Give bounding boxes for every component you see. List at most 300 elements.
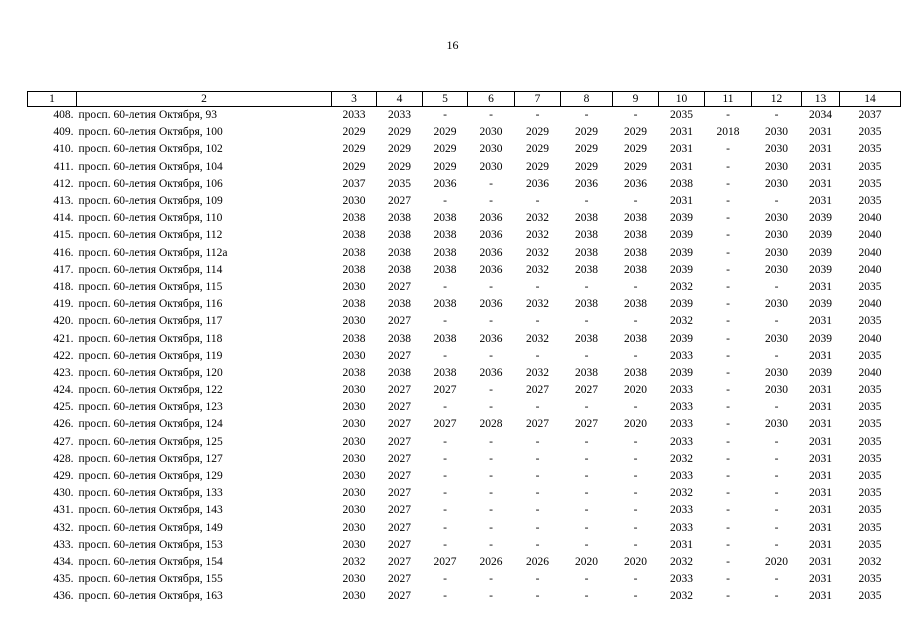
- year-cell: -: [633, 435, 638, 448]
- year-cell: 2039: [670, 229, 693, 242]
- year-cell: -: [443, 521, 447, 534]
- year-cell: -: [535, 590, 540, 603]
- year-cell: -: [726, 401, 730, 414]
- year-cell: 2032: [670, 452, 693, 465]
- year-cell: 2035: [858, 538, 882, 551]
- year-cell: 2029: [388, 143, 411, 156]
- year-cell: -: [443, 401, 447, 414]
- year-cell: 2029: [624, 126, 647, 139]
- year-cell: 2039: [809, 298, 832, 311]
- year-cell: -: [535, 452, 540, 465]
- year-cell: -: [489, 384, 493, 397]
- year-cell: 2038: [433, 246, 457, 259]
- year-cell: 2029: [575, 160, 598, 173]
- year-cell: 2031: [670, 126, 693, 139]
- year-cell: 2029: [526, 126, 549, 139]
- year-cell: 2031: [809, 418, 832, 431]
- year-cell: 2032: [526, 212, 549, 225]
- year-cell: 2039: [809, 212, 832, 225]
- table-row: [28, 399, 901, 416]
- year-cell: -: [726, 212, 730, 225]
- header-cell: 14: [840, 92, 901, 107]
- year-cell: -: [584, 109, 589, 122]
- year-cell: 2031: [809, 349, 832, 362]
- year-cell: 2033: [670, 384, 693, 397]
- year-cell: 2029: [624, 143, 647, 156]
- header-cell: 11: [705, 92, 752, 107]
- year-cell: -: [443, 504, 447, 517]
- year-cell: 2030: [342, 435, 366, 448]
- year-cell: 2035: [858, 401, 882, 414]
- year-cell: 2036: [479, 246, 503, 259]
- year-cell: 2039: [809, 246, 832, 259]
- header-cell: 13: [802, 92, 840, 107]
- year-cell: 2031: [809, 435, 832, 448]
- year-cell: 2038: [575, 229, 598, 242]
- address-cell: просп. 60-летия Октября, 102: [78, 143, 223, 156]
- year-cell: 2032: [526, 229, 549, 242]
- year-cell: 2032: [526, 332, 549, 345]
- year-cell: -: [584, 452, 589, 465]
- year-cell: -: [726, 555, 730, 568]
- address-cell: просп. 60-летия Октября, 106: [78, 177, 223, 190]
- row-number: 417.: [53, 263, 74, 276]
- year-cell: -: [726, 280, 730, 293]
- year-cell: 2027: [575, 418, 598, 431]
- year-cell: 2028: [479, 418, 503, 431]
- year-cell: -: [535, 470, 540, 483]
- year-cell: 2036: [479, 332, 503, 345]
- table-row: [28, 330, 901, 347]
- year-cell: 2030: [765, 263, 788, 276]
- year-cell: -: [774, 349, 779, 362]
- year-cell: -: [774, 470, 779, 483]
- year-cell: -: [535, 538, 540, 551]
- row-number: 430.: [53, 487, 74, 500]
- year-cell: -: [535, 435, 540, 448]
- year-cell: -: [443, 590, 447, 603]
- year-cell: 2040: [858, 298, 882, 311]
- year-cell: 2031: [670, 538, 693, 551]
- year-cell: 2035: [858, 521, 882, 534]
- page-number: 16: [446, 38, 459, 52]
- year-cell: -: [726, 504, 730, 517]
- year-cell: 2035: [858, 487, 882, 500]
- address-cell: просп. 60-летия Октября, 153: [78, 538, 223, 551]
- year-cell: 2032: [670, 315, 693, 328]
- year-cell: -: [443, 487, 447, 500]
- year-cell: -: [584, 487, 589, 500]
- year-cell: 2035: [858, 160, 882, 173]
- year-cell: -: [633, 401, 638, 414]
- year-cell: 2031: [809, 384, 832, 397]
- address-cell: просп. 60-летия Октября, 117: [78, 315, 223, 328]
- year-cell: 2030: [765, 177, 788, 190]
- year-cell: -: [535, 349, 540, 362]
- year-cell: 2027: [388, 590, 411, 603]
- year-cell: 2031: [809, 470, 832, 483]
- year-cell: 2035: [858, 504, 882, 517]
- year-cell: 2027: [388, 384, 411, 397]
- year-cell: 2030: [342, 418, 366, 431]
- year-cell: 2030: [342, 573, 366, 586]
- row-number: 415.: [53, 229, 74, 242]
- year-cell: 2032: [670, 555, 693, 568]
- year-cell: 2038: [342, 298, 366, 311]
- year-cell: 2035: [858, 126, 882, 139]
- address-cell: просп. 60-летия Октября, 100: [78, 126, 223, 139]
- year-cell: 2037: [342, 177, 366, 190]
- year-cell: -: [726, 349, 730, 362]
- year-cell: 2029: [433, 143, 457, 156]
- table-row: [28, 141, 901, 158]
- year-cell: 2039: [809, 263, 832, 276]
- year-cell: -: [584, 401, 589, 414]
- year-cell: 2035: [670, 109, 693, 122]
- year-cell: -: [443, 470, 447, 483]
- year-cell: 2030: [765, 143, 788, 156]
- year-cell: 2030: [765, 332, 788, 345]
- year-cell: 2027: [433, 555, 457, 568]
- year-cell: 2038: [433, 366, 457, 379]
- year-cell: -: [633, 487, 638, 500]
- address-cell: просп. 60-летия Октября, 125: [78, 435, 223, 448]
- year-cell: 2035: [858, 590, 882, 603]
- table-row: [28, 159, 901, 176]
- year-cell: 2030: [342, 521, 366, 534]
- year-cell: -: [726, 229, 730, 242]
- year-cell: 2032: [526, 366, 549, 379]
- year-cell: 2030: [765, 384, 788, 397]
- address-cell: просп. 60-летия Октября, 119: [78, 349, 223, 362]
- header-cell: 12: [752, 92, 802, 107]
- year-cell: -: [535, 401, 540, 414]
- header-cell: 6: [468, 92, 515, 107]
- year-cell: -: [774, 435, 779, 448]
- year-cell: -: [774, 280, 779, 293]
- year-cell: 2038: [388, 298, 411, 311]
- year-cell: -: [489, 590, 493, 603]
- year-cell: 2029: [342, 126, 366, 139]
- year-cell: 2031: [670, 143, 693, 156]
- year-cell: 2030: [765, 126, 788, 139]
- year-cell: 2030: [765, 298, 788, 311]
- year-cell: 2035: [858, 280, 882, 293]
- year-cell: 2031: [809, 538, 832, 551]
- year-cell: 2038: [575, 298, 598, 311]
- year-cell: 2027: [388, 504, 411, 517]
- year-cell: 2035: [858, 470, 882, 483]
- year-cell: 2031: [809, 521, 832, 534]
- year-cell: -: [584, 521, 589, 534]
- table-row: [28, 107, 901, 125]
- year-cell: -: [726, 195, 730, 208]
- address-cell: просп. 60-летия Октября, 122: [78, 384, 223, 397]
- year-cell: 2034: [809, 109, 832, 122]
- year-cell: -: [489, 435, 493, 448]
- row-number: 412.: [53, 177, 74, 190]
- year-cell: 2038: [342, 263, 366, 276]
- year-cell: 2027: [388, 195, 411, 208]
- year-cell: 2033: [670, 504, 693, 517]
- year-cell: 2030: [342, 470, 366, 483]
- year-cell: -: [584, 573, 589, 586]
- year-cell: 2020: [765, 555, 788, 568]
- year-cell: 2027: [388, 280, 411, 293]
- row-number: 429.: [53, 470, 74, 483]
- address-cell: просп. 60-летия Октября, 154: [78, 555, 223, 568]
- year-cell: -: [726, 573, 730, 586]
- year-cell: 2032: [526, 298, 549, 311]
- year-cell: 2036: [433, 177, 457, 190]
- year-cell: -: [726, 315, 730, 328]
- year-cell: 2027: [388, 349, 411, 362]
- year-cell: 2040: [858, 366, 882, 379]
- year-cell: 2026: [479, 555, 503, 568]
- table-row: [28, 451, 901, 468]
- year-cell: 2038: [670, 177, 693, 190]
- year-cell: 2030: [765, 418, 788, 431]
- header-cell: 7: [515, 92, 561, 107]
- year-cell: 2029: [526, 160, 549, 173]
- year-cell: -: [584, 435, 589, 448]
- year-cell: 2033: [670, 521, 693, 534]
- year-cell: 2036: [479, 263, 503, 276]
- header-row: [28, 92, 901, 107]
- year-cell: 2036: [624, 177, 647, 190]
- year-cell: 2038: [433, 212, 457, 225]
- year-cell: -: [633, 315, 638, 328]
- year-cell: 2038: [575, 246, 598, 259]
- year-cell: 2038: [433, 229, 457, 242]
- year-cell: 2038: [433, 298, 457, 311]
- year-cell: 2032: [670, 487, 693, 500]
- address-cell: просп. 60-летия Октября, 143: [78, 504, 223, 517]
- year-cell: 2031: [809, 452, 832, 465]
- address-cell: просп. 60-летия Октября, 133: [78, 487, 223, 500]
- row-number: 436.: [53, 590, 74, 603]
- table-row: [28, 210, 901, 227]
- year-cell: 2027: [526, 384, 549, 397]
- row-number: 432.: [53, 521, 74, 534]
- year-cell: -: [633, 452, 638, 465]
- year-cell: -: [584, 349, 589, 362]
- address-cell: просп. 60-летия Октября, 120: [78, 366, 223, 379]
- year-cell: 2030: [342, 401, 366, 414]
- year-cell: 2038: [388, 246, 411, 259]
- year-cell: -: [489, 349, 493, 362]
- year-cell: -: [443, 280, 447, 293]
- table-row: [28, 468, 901, 485]
- row-number: 426.: [53, 418, 74, 431]
- year-cell: -: [726, 143, 730, 156]
- year-cell: 2033: [670, 401, 693, 414]
- year-cell: 2036: [479, 229, 503, 242]
- year-cell: 2038: [624, 246, 647, 259]
- year-cell: 2029: [342, 143, 366, 156]
- year-cell: 2020: [624, 418, 647, 431]
- year-cell: 2031: [670, 160, 693, 173]
- year-cell: -: [535, 315, 540, 328]
- year-cell: 2036: [479, 298, 503, 311]
- year-cell: -: [726, 435, 730, 448]
- year-cell: 2038: [624, 212, 647, 225]
- table-row: [28, 279, 901, 296]
- year-cell: -: [774, 590, 779, 603]
- year-cell: -: [443, 315, 447, 328]
- year-cell: 2027: [433, 384, 457, 397]
- year-cell: 2031: [670, 195, 693, 208]
- year-cell: -: [774, 401, 779, 414]
- table-row: [28, 348, 901, 365]
- year-cell: -: [489, 538, 493, 551]
- year-cell: 2040: [858, 246, 882, 259]
- year-cell: 2029: [575, 143, 598, 156]
- year-cell: -: [443, 452, 447, 465]
- year-cell: 2030: [765, 246, 788, 259]
- year-cell: 2027: [388, 418, 411, 431]
- year-cell: 2030: [765, 212, 788, 225]
- year-cell: 2038: [388, 366, 411, 379]
- address-cell: просп. 60-летия Октября, 104: [78, 160, 223, 173]
- year-cell: -: [726, 521, 730, 534]
- address-cell: просп. 60-летия Октября, 155: [78, 573, 223, 586]
- year-cell: 2029: [388, 126, 411, 139]
- year-cell: 2030: [342, 384, 366, 397]
- year-cell: 2038: [575, 212, 598, 225]
- row-number: 427.: [53, 435, 74, 448]
- year-cell: -: [535, 195, 540, 208]
- year-cell: 2039: [670, 263, 693, 276]
- year-cell: 2037: [858, 109, 882, 122]
- table-body: [28, 107, 901, 606]
- year-cell: -: [726, 332, 730, 345]
- year-cell: -: [726, 418, 730, 431]
- year-cell: -: [726, 246, 730, 259]
- year-cell: 2031: [809, 487, 832, 500]
- year-cell: 2018: [716, 126, 740, 139]
- year-cell: 2029: [388, 160, 411, 173]
- year-cell: -: [726, 366, 730, 379]
- year-cell: 2039: [670, 332, 693, 345]
- header-cell: 10: [659, 92, 705, 107]
- year-cell: 2038: [624, 298, 647, 311]
- year-cell: -: [489, 452, 493, 465]
- year-cell: 2038: [342, 246, 366, 259]
- year-cell: 2032: [670, 280, 693, 293]
- row-number: 418.: [53, 280, 74, 293]
- year-cell: 2040: [858, 332, 882, 345]
- year-cell: -: [443, 573, 447, 586]
- year-cell: 2029: [526, 143, 549, 156]
- year-cell: 2029: [575, 126, 598, 139]
- year-cell: -: [489, 573, 493, 586]
- year-cell: 2035: [858, 143, 882, 156]
- header-cell: 2: [77, 92, 332, 107]
- table-row: [28, 193, 901, 210]
- year-cell: 2030: [479, 143, 503, 156]
- year-cell: 2031: [809, 504, 832, 517]
- year-cell: 2030: [765, 160, 788, 173]
- year-cell: 2039: [670, 212, 693, 225]
- year-cell: -: [774, 573, 779, 586]
- year-cell: -: [774, 195, 779, 208]
- year-cell: 2030: [342, 487, 366, 500]
- year-cell: 2036: [526, 177, 549, 190]
- year-cell: 2020: [624, 555, 647, 568]
- table-row: [28, 434, 901, 451]
- year-cell: -: [726, 590, 730, 603]
- row-number: 435.: [53, 573, 74, 586]
- year-cell: 2030: [342, 195, 366, 208]
- year-cell: 2020: [624, 384, 647, 397]
- year-cell: 2035: [858, 384, 882, 397]
- row-number: 425.: [53, 401, 74, 414]
- year-cell: -: [489, 504, 493, 517]
- year-cell: -: [726, 487, 730, 500]
- year-cell: 2029: [624, 160, 647, 173]
- year-cell: -: [584, 538, 589, 551]
- year-cell: 2033: [670, 573, 693, 586]
- year-cell: -: [726, 470, 730, 483]
- year-cell: -: [633, 195, 638, 208]
- year-cell: 2035: [858, 452, 882, 465]
- table-row: [28, 365, 901, 382]
- year-cell: 2026: [526, 555, 549, 568]
- table-row: [28, 227, 901, 244]
- year-cell: 2040: [858, 212, 882, 225]
- year-cell: -: [489, 401, 493, 414]
- year-cell: -: [535, 280, 540, 293]
- year-cell: 2038: [575, 263, 598, 276]
- year-cell: 2038: [433, 332, 457, 345]
- year-cell: 2031: [809, 401, 832, 414]
- year-cell: 2031: [809, 177, 832, 190]
- year-cell: 2027: [388, 521, 411, 534]
- year-cell: 2027: [388, 470, 411, 483]
- header-cell: 9: [613, 92, 659, 107]
- year-cell: -: [489, 470, 493, 483]
- year-cell: -: [584, 504, 589, 517]
- row-number: 420.: [53, 315, 74, 328]
- year-cell: 2035: [858, 435, 882, 448]
- address-cell: просп. 60-летия Октября, 123: [78, 401, 223, 414]
- year-cell: 2030: [342, 590, 366, 603]
- year-cell: 2027: [388, 573, 411, 586]
- year-cell: 2038: [388, 332, 411, 345]
- year-cell: -: [726, 263, 730, 276]
- year-cell: 2038: [575, 366, 598, 379]
- table-row: [28, 537, 901, 554]
- table-row: [28, 554, 901, 571]
- row-number: 411.: [53, 160, 74, 173]
- year-cell: -: [726, 452, 730, 465]
- table-header: [28, 92, 901, 107]
- year-cell: 2030: [765, 366, 788, 379]
- year-cell: 2033: [670, 418, 693, 431]
- year-cell: 2038: [342, 212, 366, 225]
- year-cell: 2033: [670, 349, 693, 362]
- year-cell: 2032: [670, 590, 693, 603]
- year-cell: 2027: [388, 555, 411, 568]
- year-cell: 2035: [858, 315, 882, 328]
- year-cell: 2031: [809, 160, 832, 173]
- year-cell: 2031: [809, 195, 832, 208]
- address-cell: просп. 60-летия Октября, 114: [78, 263, 223, 276]
- year-cell: -: [633, 470, 638, 483]
- row-number: 421.: [53, 332, 74, 345]
- year-cell: -: [633, 280, 638, 293]
